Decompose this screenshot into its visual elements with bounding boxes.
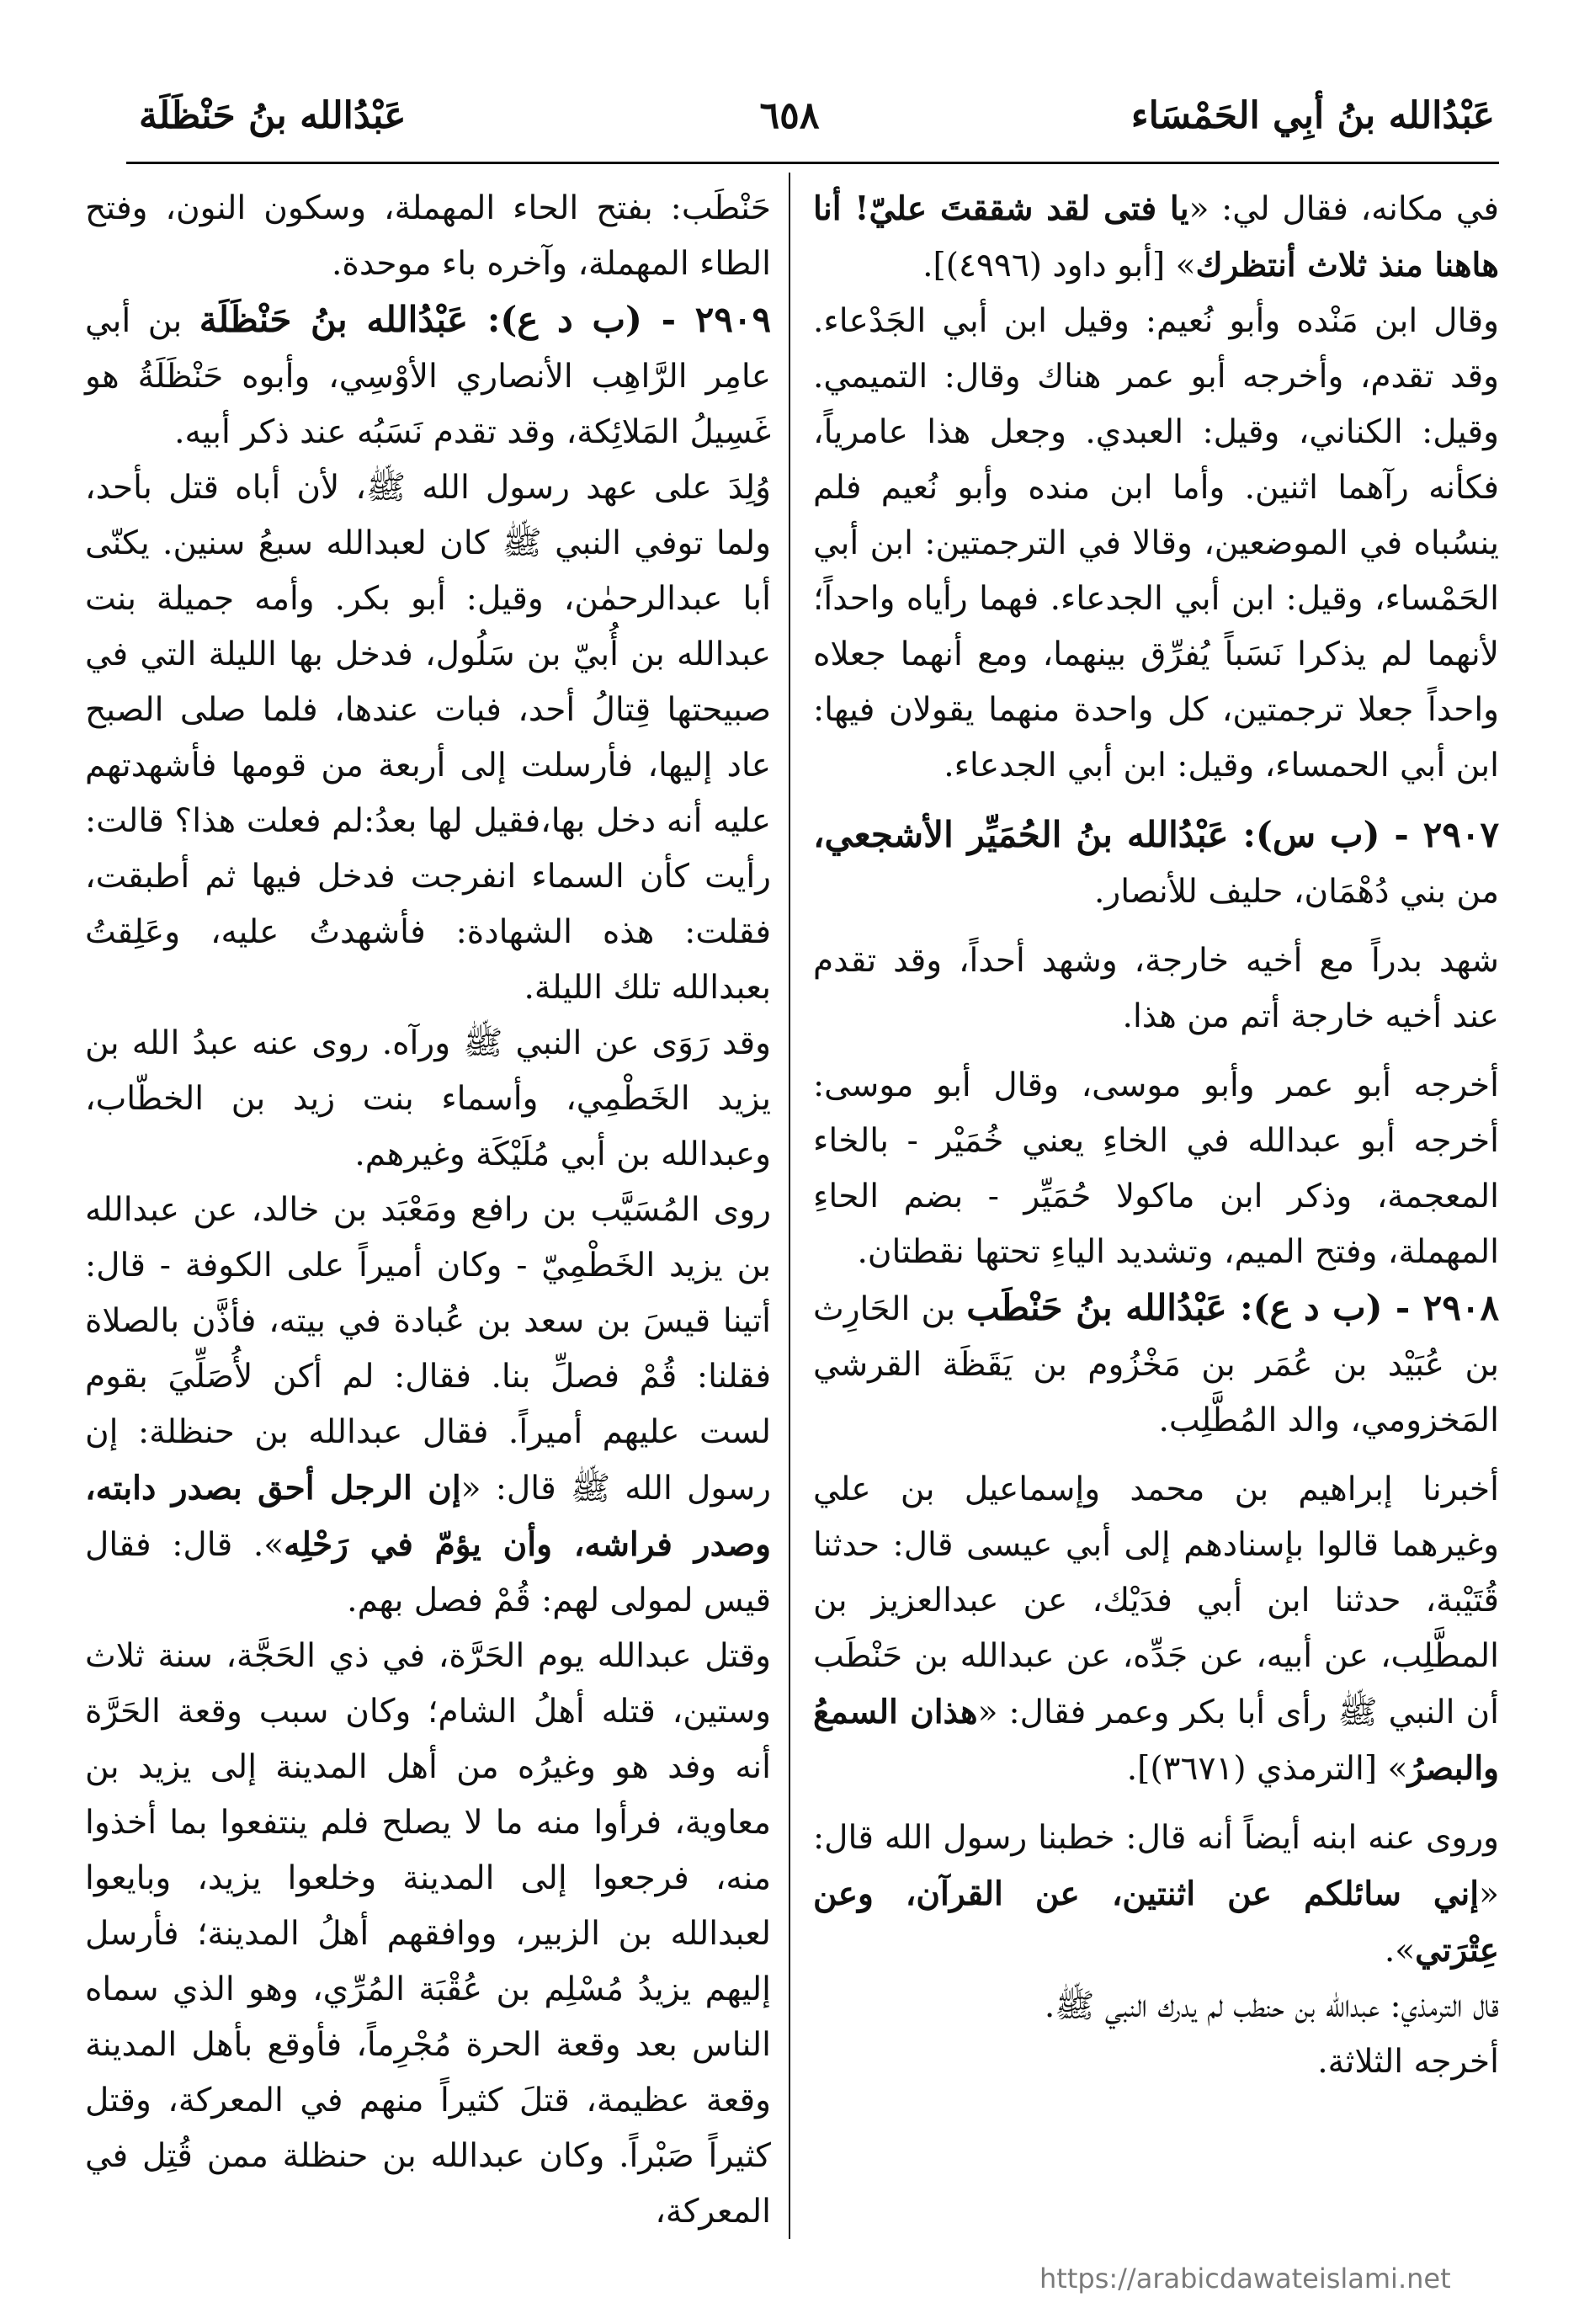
entry-2907 — [813, 807, 1499, 920]
watermark-url: https://arabicdawateislami.net — [1039, 2263, 1451, 2295]
text: روى المُسَيَّب بن رافع ومَعْبَد بن خالد، عن عبدالله بن يزيد الخَطْمِيّ - وكان أميراً على الكوفة - قال: أتينا قيسَ بن سعد بن عُبادة في بيته، فأذَّن بالصلاة فقلنا: قُمْ فصلِّ بنا. فقال: لم أكن لأُصَلِّيَ بقوم لست عليهم أميراً. فقال عبدالله بن حنظلة: إن رسول الله ﷺ قال: « — [85, 1191, 771, 1508]
header-rule — [126, 162, 1499, 164]
hadith-text: إني سائلكم عن اثنتين، عن القرآن، وعن عِتْرَتي — [813, 1875, 1499, 1970]
paragraph-hadith-2 — [813, 1462, 1499, 1797]
left-column — [85, 181, 771, 2240]
spacer — [813, 1045, 1499, 1058]
entry-2909 — [85, 292, 771, 460]
paragraph: وقد رَوَى عن النبي ﷺ ورآه. روى عنه عبدُ الله بن يزيد الخَطْمِي، وأسماء بنت زيد بن الخطّاب، وعبدالله بن أبي مُلَيْكَة وغيرهم. — [85, 1024, 771, 1173]
paragraph: شهد بدراً مع أخيه خارجة، وشهد أحداً، وقد تقدم عند أخيه خارجة أتم من هذا. — [813, 942, 1499, 1035]
page-number: ٦٥٨ — [759, 94, 820, 137]
paragraph: حَنْطَب: بفتح الحاء المهملة، وسكون النون، وفتح الطاء المهملة، وآخره باء موحدة. — [85, 189, 771, 283]
entry-lineage: بن أبي عامِر الرَّاهِب الأنصاري الأوْسِي، وأبوه حَنْظَلَةُ هو غَسِيلُ المَلائِكة، وقد تقدم نَسَبُه عند ذكر أبيه. — [85, 302, 771, 451]
paragraph: أخرجه الثلاثة. — [1317, 2043, 1499, 2081]
entry-heading: ٢٩٠٨ - (ب د ع): عَبْدُالله بنُ حَنْطَب — [966, 1287, 1499, 1328]
text: أخبرنا إبراهيم بن محمد وإسماعيل بن علي وغيرهما قالوا بإسنادهم إلى أبي عيسى قال: حدثنا قُتَيْبة، حدثنا ابن أبي فدَيْك، عن عبدالعزيز بن المطَّلِب، عن أبيه، عن جَدِّه، عن عبدالله بن حَنْطَب أن النبي ﷺ رأى أبا بكر وعمر فقال: « — [813, 1470, 1500, 1731]
citation: » [الترمذي (٣٦٧١)]. — [1126, 1750, 1408, 1788]
hadith-text: هذان السمعُ والبصرُ — [813, 1693, 1499, 1788]
entry-heading: ٢٩٠٧ - (ب س): عَبْدُالله بنُ الحُمَيِّر الأشجعي، — [813, 814, 1499, 855]
text: ». — [1384, 1932, 1416, 1970]
right-column — [813, 181, 1499, 2090]
entry-heading: ٢٩٠٩ - (ب د ع): عَبْدُالله بنُ حَنْظَلَة — [199, 299, 771, 340]
spacer — [813, 1449, 1499, 1462]
hadith-text: يا فتى لقد شققتَ عليّ! أنا هاهنا منذ ثلاث أنتظرك — [813, 189, 1499, 285]
entry-lineage: بن الحَارِث بن عُبَيْد بن عُمَر بن مَخْزُوم بن يَقَظَة القرشي المَخزومي، والد المُطَّلِب. — [813, 1290, 1499, 1439]
text: في مكانه، فقال لي: « — [1188, 190, 1500, 228]
running-head-left: عَبْدُالله بنُ حَنْظَلَة — [139, 94, 407, 137]
running-head-right: عَبْدُالله بنُ أبِي الحَمْسَاء — [1130, 94, 1495, 137]
column-divider — [789, 173, 790, 2239]
spacer — [813, 920, 1499, 933]
paragraph: وقال ابن مَنْده وأبو نُعيم: وقيل ابن أبي الجَدْعاء. وقد تقدم، وأخرجه أبو عمر هناك وقال: التميمي. وقيل: الكناني، وقيل: العبدي. وجعل هذا عامرياً، فكأنه رآهما اثنين. وأما ابن منده وأبو نُعيم فلم ينسُباه في الموضعين، وقالا في الترجمتين: ابن أبي الحَمْساء، وقيل: ابن أبي الجدعاء. فهما رأياه واحداً؛ لأنهما لم يذكرا نَسَباً يُفرِّق بينهما، ومع أنهما جعلاه واحداً جعلا ترجمتين، كل واحدة منهما يقولان فيها: ابن أبي الحمساء، وقيل: ابن أبي الجدعاء. — [813, 302, 1499, 784]
entry-lineage: من بني دُهْمَان، حليف للأنصار. — [1094, 873, 1499, 911]
spacer — [813, 794, 1499, 807]
paragraph: وقتل عبدالله يوم الحَرَّة، في ذي الحَجَّة، سنة ثلاث وستين، قتله أهلُ الشام؛ وكان سبب وقعة الحَرَّة أنه وفد هو وغيرُه من أهل المدينة إلى يزيد بن معاوية، فرأوا منه ما لا يصلح فلم ينتفعوا بما أخذوا منه، فرجعوا إلى المدينة وخلعوا يزيد، وبايعوا لعبدالله بن الزبير، ووافقهم أهلُ المدينة؛ فأرسل إليهم يزيدُ مُسْلِم بن عُقْبَة المُرِّي، وهو الذي سماه الناس بعد وقعة الحرة مُجْرِماً، فأوقع بأهل المدينة وقعة عظيمة، قتلَ كثيراً منهم في المعركة، وقتل كثيراً صَبْراً. وكان عبدالله بن حنظلة ممن قُتِل في المعركة، — [85, 1637, 771, 2231]
paragraph: أخرجه أبو عمر وأبو موسى، وقال أبو موسى: أخرجه أبو عبدالله في الخاءِ يعني خُمَيْر - بالخاء المعجمة، وذكر ابن ماكولا حُمَيِّر - بضم الحاءِ المهملة، وفتح الميم، وتشديد الياءِ تحتها نقطتان. — [813, 1066, 1499, 1271]
paragraph: وُلِدَ على عهد رسول الله ﷺ، لأن أباه قتل بأحد، ولما توفي النبي ﷺ كان لعبدالله سبعُ سنين. يكنّى أبا عبدالرحمٰن، وقيل: أبو بكر. وأمه جميلة بنت عبدالله بن أُبيّ بن سَلُول، فدخل بها الليلة التي في صبيحتها قِتالُ أحد، فبات عندها، فلما صلى الصبح عاد إليها، فأرسلت إلى أربعة من قومها فأشهدتهم عليه أنه دخل بها،فقيل لها بعدُ:لم فعلت هذا؟ قالت: رأيت كأن السماء انفرجت فدخل فيها ثم أطبقت، فقلت: هذه الشهادة: فأشهدتُ عليه، وعَلِقتُ بعبدالله تلك الليلة. — [85, 469, 771, 1007]
paragraph-hadith-1 — [813, 181, 1499, 294]
paragraph-hadith-4 — [85, 1183, 771, 1629]
paragraph: قال الترمذي: عبدالله بن حنطب لم يدرك النبي ﷺ. — [1044, 1987, 1499, 2025]
text: وروى عنه ابنه أيضاً أنه قال: خطبنا رسول الله قال: « — [813, 1819, 1499, 1913]
citation: » [أبو داود (٤٩٩٦)]. — [922, 247, 1196, 285]
entry-2908 — [813, 1280, 1499, 1449]
paragraph-hadith-3 — [813, 1811, 1499, 1979]
spacer — [813, 1797, 1499, 1811]
text: ». قال: فقال قيس لمولى لهم: قُمْ فصل بهم. — [85, 1526, 771, 1619]
hadith-text: إن الرجل أحق بصدر دابته، وصدر فراشه، وأن يؤمّ في رَحْلِه — [85, 1469, 771, 1564]
